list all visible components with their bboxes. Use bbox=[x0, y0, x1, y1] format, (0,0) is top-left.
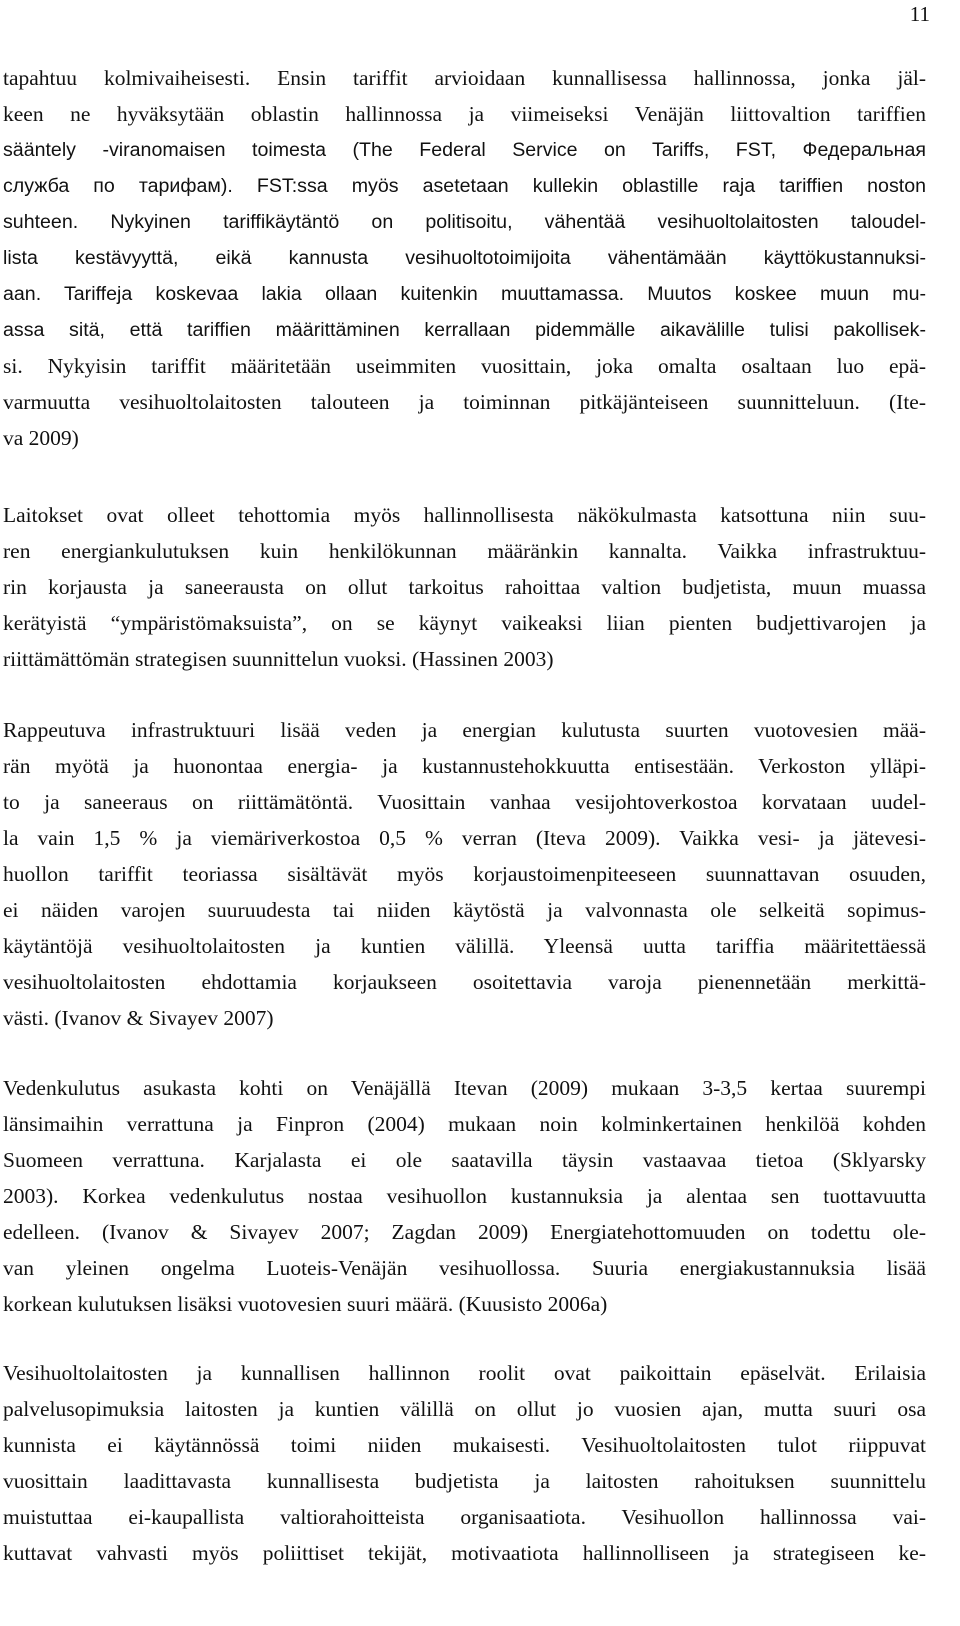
text-line: Vesihuoltolaitosten ja kunnallisen hallinnon roolit ovat paikoittain epäselvät. Erilaisia bbox=[3, 1361, 926, 1385]
text-line: korkean kulutuksen lisäksi vuotovesien suuri määrä. (Kuusisto 2006a) bbox=[3, 1292, 608, 1316]
text-line: kunnista ei käytännössä toimi niiden mukaisesti. Vesihuoltolaitosten tulot riippuvat bbox=[3, 1433, 926, 1457]
text-line: muistuttaa ei-kaupallista valtiorahoitteista organisaatiota. Vesihuollon hallinnossa vai- bbox=[3, 1505, 926, 1529]
paragraph-roles-of-utilities bbox=[3, 1355, 926, 1571]
text-line: Suomeen verrattuna. Karjalasta ei ole saatavilla täysin vastaavaa tietoa (Sklyarsky bbox=[3, 1148, 926, 1172]
text-line: va 2009) bbox=[3, 426, 79, 450]
text-line: assa sitä, että tariffien määrittäminen kerrallaan pidemmälle aikavälille tulisi pakollisek- bbox=[3, 319, 926, 341]
text-line: käytäntöjä vesihuoltolaitosten ja kuntien välillä. Yleensä uutta tariffia määritettäessä bbox=[3, 934, 926, 958]
text-line: Laitokset ovat olleet tehottomia myös hallinnollisesta näkökulmasta katsottuna niin suu- bbox=[3, 503, 926, 527]
text-line: tapahtuu kolmivaiheisesti. Ensin tariffit arvioidaan kunnallisessa hallinnossa, jonka jäl- bbox=[3, 66, 926, 90]
text-line: varmuutta vesihuoltolaitosten talouteen ja toiminnan pitkäjänteiseen suunnitteluun. (Ite- bbox=[3, 390, 926, 414]
text-line: lista kestävyyttä, eikä kannusta vesihuoltotoimijoita vähentämään käyttökustannuksi- bbox=[3, 247, 926, 269]
text-line: aan. Tariffeja koskevaa lakia ollaan kuitenkin muuttamassa. Muutos koskee muun mu- bbox=[3, 283, 926, 305]
text-line: kerätyistä “ympäristömaksuista”, on se käynyt vaikeaksi liian pienten budjettivarojen ja bbox=[3, 611, 926, 635]
text-line: vuosittain laadittavasta kunnallisesta budjetista ja laitosten rahoituksen suunnittelu bbox=[3, 1469, 926, 1493]
paragraph-infrastructure-decay bbox=[3, 712, 926, 1036]
text-line: Vedenkulutus asukasta kohti on Venäjällä Itevan (2009) mukaan 3-3,5 kertaa suurempi bbox=[3, 1076, 926, 1100]
text-line: to ja saneeraus on riittämätöntä. Vuosittain vanhaa vesijohtoverkostoa korvataan uudel- bbox=[3, 790, 926, 814]
page-number: 11 bbox=[909, 2, 930, 26]
paragraph-water-consumption bbox=[3, 1070, 926, 1322]
text-line: si. Nykyisin tariffit määritetään useimmiten vuosittain, joka omalta osaltaan luo epä- bbox=[3, 354, 926, 378]
text-line: edelleen. (Ivanov & Sivayev 2007; Zagdan 2009) Energiatehottomuuden on todettu ole- bbox=[3, 1220, 926, 1244]
text-line: Rappeutuva infrastruktuuri lisää veden ja energian kulutusta suurten vuotovesien mää- bbox=[3, 718, 926, 742]
paragraph-tariff-process bbox=[3, 60, 926, 456]
text-line: vesihuoltolaitosten ehdottamia korjaukseen osoitettavia varoja pienennetään merkittä- bbox=[3, 970, 926, 994]
text-line: huollon tariffit teoriassa sisältävät myös korjaustoimenpiteeseen suunnattavan osuuden, bbox=[3, 862, 926, 886]
text-line: 2003). Korkea vedenkulutus nostaa vesihuollon kustannuksia ja alentaa sen tuottavuutta bbox=[3, 1184, 926, 1208]
text-line: sääntely -viranomaisen toimesta (The Federal Service on Tariffs, FST, Федеральная bbox=[3, 139, 926, 161]
text-line: riittämättömän strategisen suunnittelun vuoksi. (Hassinen 2003) bbox=[3, 647, 554, 671]
text-line: rin korjausta ja saneerausta on ollut tarkoitus rahoittaa valtion budjetista, muun muassa bbox=[3, 575, 926, 599]
text-line: palvelusopimuksia laitosten ja kuntien välillä on ollut jo vuosien ajan, mutta suuri osa bbox=[3, 1397, 926, 1421]
text-line: västi. (Ivanov & Sivayev 2007) bbox=[3, 1006, 274, 1030]
text-line: länsimaihin verrattuna ja Finpron (2004) mukaan noin kolminkertainen henkilöä kohden bbox=[3, 1112, 926, 1136]
text-line: van yleinen ongelma Luoteis-Venäjän vesihuollossa. Suuria energiakustannuksia lisää bbox=[3, 1256, 926, 1280]
text-line: kuttavat vahvasti myös poliittiset tekijät, motivaatiota hallinnolliseen ja strategiseen ke- bbox=[3, 1541, 926, 1565]
text-line: ei näiden varojen suuruudesta tai niiden käytöstä ja valvonnasta ole selkeitä sopimus- bbox=[3, 898, 926, 922]
text-line: la vain 1,5 % ja viemäriverkostoa 0,5 % verran (Iteva 2009). Vaikka vesi- ja jätevesi- bbox=[3, 826, 926, 850]
text-line: ren energiankulutuksen kuin henkilökunnan määränkin kannalta. Vaikka infrastruktuu- bbox=[3, 539, 926, 563]
text-line: rän myötä ja huonontaa energia- ja kustannustehokkuutta entisestään. Verkoston ylläpi- bbox=[3, 754, 926, 778]
text-line: keen ne hyväksytään oblastin hallinnossa ja viimeiseksi Venäjän liittovaltion tariffien bbox=[3, 102, 926, 126]
text-line: suhteen. Nykyinen tariffikäytäntö on politisoitu, vähentää vesihuoltolaitosten taloudel- bbox=[3, 211, 926, 233]
paragraph-administrative-inefficiency bbox=[3, 497, 926, 677]
text-line: служба по тарифам). FST:ssa myös asetetaan kullekin oblastille raja tariffien noston bbox=[3, 175, 926, 197]
